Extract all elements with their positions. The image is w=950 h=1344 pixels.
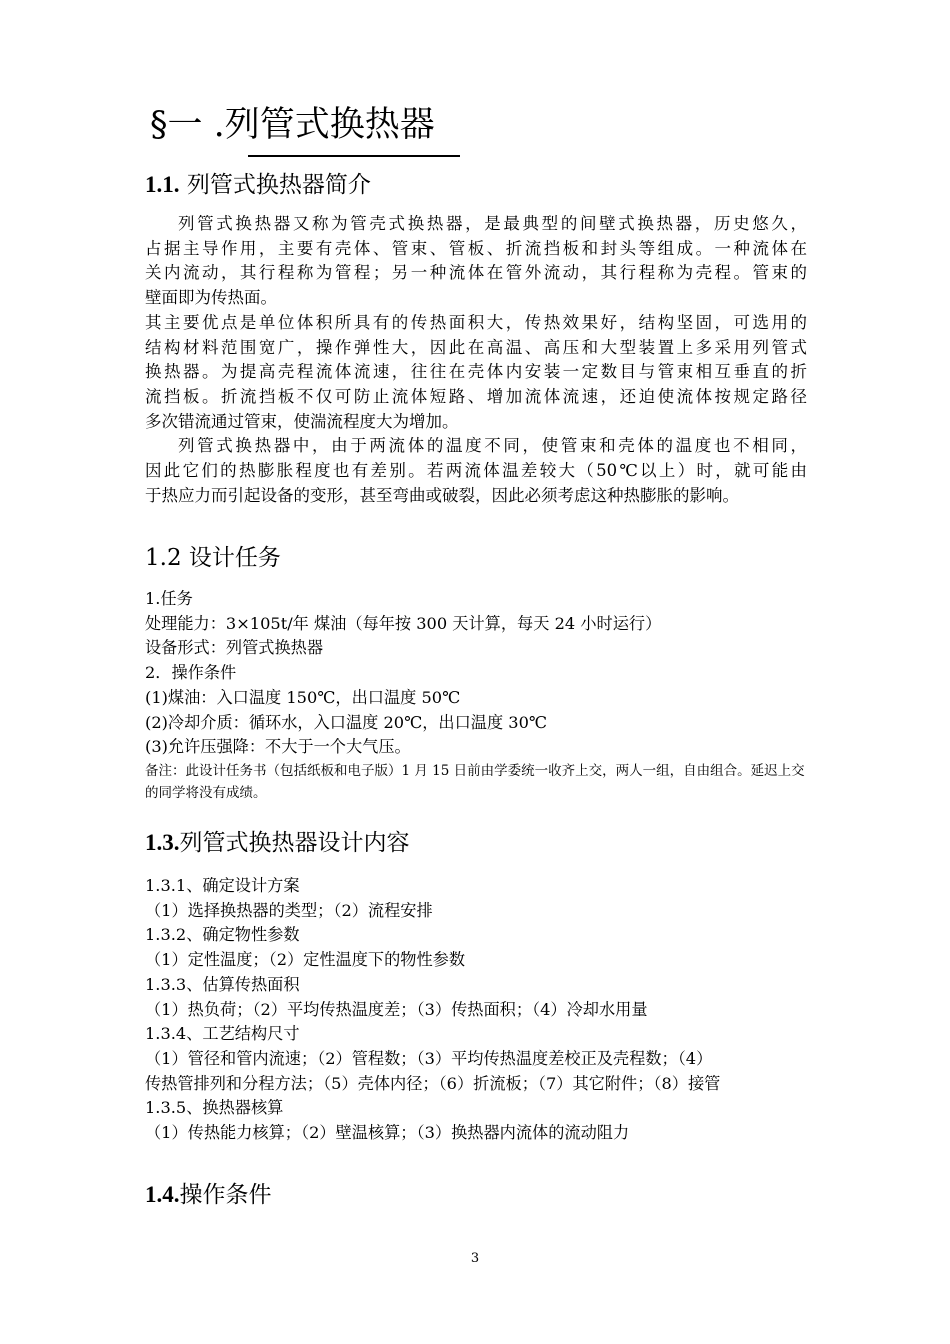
section-title: 列管式换热器设计内容	[179, 830, 410, 856]
list-item: 1.任务	[145, 589, 193, 608]
paragraph-line: 关内流动，其行程称为管程；另一种流体在管外流动，其行程称为壳程。管束的	[145, 263, 807, 283]
paragraph-line: 列管式换热器中，由于两流体的温度不同，使管束和壳体的温度也不相同，	[178, 436, 807, 456]
list-item: 处理能力：3×105t/年 煤油（每年按 300 天计算，每天 24 小时运行）	[145, 613, 662, 633]
list-item: 1.3.3、估算传热面积	[145, 974, 300, 994]
design-task-note: 备注：此设计任务书（包括纸板和电子版）1 月 15 日前由学委统一收齐上交，两人一组，自由组合。延迟上交的同学将没有成绩。	[145, 762, 805, 801]
list-item: （1）传热能力核算；（2）壁温核算；（3）换热器内流体的流动阻力	[145, 1123, 630, 1143]
list-item: 设备形式：列管式换热器	[145, 638, 324, 658]
paragraph-line: 列管式换热器又称为管壳式换热器，是最典型的间壁式换热器，历史悠久，	[178, 214, 807, 233]
paragraph-line: 因此它们的热膨胀程度也有差别。若两流体温差较大（50℃以上）时，就可能由	[145, 461, 807, 481]
paragraph-line: 结构材料范围宽广，操作弹性大，因此在高温、高压和大型装置上多采用列管式	[145, 337, 807, 357]
section-number: 1.4.	[145, 1182, 180, 1207]
paragraph-line: 流挡板。折流挡板不仅可防止流体短路、增加流体流速，还迫使流体按规定路径	[145, 386, 807, 406]
list-item: （1）热负荷；（2）平均传热温度差；（3）传热面积；（4）冷却水用量	[145, 999, 648, 1019]
section-heading-1-4	[145, 1180, 272, 1210]
design-content-list	[145, 874, 815, 1146]
list-item: 1.3.2、确定物性参数	[145, 925, 300, 945]
section-title: 操作条件	[179, 1182, 272, 1208]
section-title: 列管式换热器简介	[186, 172, 371, 198]
chapter-title-underline	[248, 155, 460, 157]
list-item: (3)允许压强降：不大于一个大气压。	[145, 737, 411, 757]
paragraph-line: 于热应力而引起设备的变形，甚至弯曲或破裂，因此必须考虑这种热膨胀的影响。	[145, 485, 739, 505]
list-item: 1.3.4、工艺结构尺寸	[145, 1024, 300, 1044]
section-number: 1.1.	[145, 172, 180, 197]
paragraph-line: 其主要优点是单位体积所具有的传热面积大，传热效果好，结构坚固，可选用的	[145, 312, 807, 332]
list-item: (2)冷却介质：循环水，入口温度 20℃，出口温度 30℃	[145, 712, 548, 732]
page-number: 3	[470, 1251, 480, 1266]
chapter-title: §一 .列管式换热器	[150, 105, 435, 145]
list-item: (1)煤油：入口温度 150℃，出口温度 50℃	[145, 687, 461, 707]
paragraph-line: 壁面即为传热面。	[145, 288, 277, 308]
list-item: （1）选择换热器的类型；（2）流程安排	[145, 900, 433, 920]
list-item: 2．操作条件	[145, 663, 237, 683]
section-heading-1-3	[145, 828, 410, 858]
intro-paragraphs	[145, 212, 807, 508]
section-heading-1-1	[145, 170, 371, 200]
list-item: 传热管排列和分程方法；（5）壳体内径；（6）折流板；（7）其它附件；（8）接管	[145, 1073, 721, 1093]
list-item: 1.3.1、确定设计方案	[145, 876, 300, 895]
design-task-list	[145, 587, 815, 804]
paragraph-line: 多次错流通过管束，使湍流程度大为增加。	[145, 411, 459, 431]
paragraph-line: 换热器。为提高壳程流体流速，往往在壳体内安装一定数目与管束相互垂直的折	[145, 362, 807, 382]
section-number: 1.3.	[145, 830, 180, 855]
list-item: （1）定性温度；（2）定性温度下的物性参数	[145, 950, 466, 970]
list-item: 1.3.5、换热器核算	[145, 1098, 284, 1118]
section-heading-1-2: 1.2 设计任务	[145, 545, 281, 571]
paragraph-line: 占据主导作用，主要有壳体、管束、管板、折流挡板和封头等组成。一种流体在	[145, 238, 807, 258]
list-item: （1）管径和管内流速；（2）管程数；（3）平均传热温度差校正及壳程数；（4）	[145, 1048, 713, 1068]
